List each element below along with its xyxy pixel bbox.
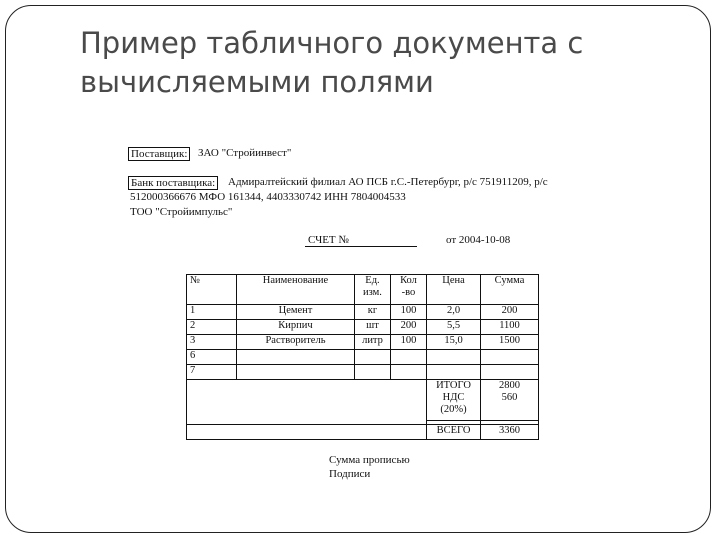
header-name: Наименование bbox=[237, 275, 355, 305]
buyer-name: ТОО "Стройимпульс" bbox=[130, 206, 233, 218]
header-unit: Ед. изм. bbox=[355, 275, 391, 305]
row-name: Растворитель bbox=[237, 335, 355, 350]
row-qty bbox=[391, 350, 427, 365]
row-qty bbox=[391, 365, 427, 380]
grand-spacer bbox=[187, 425, 427, 440]
table-header-row bbox=[187, 275, 539, 305]
table-row bbox=[187, 365, 539, 380]
totals-row bbox=[187, 380, 539, 421]
invoice-number-label: СЧЕТ № bbox=[308, 234, 349, 246]
invoice-date: от 2004-10-08 bbox=[446, 234, 511, 246]
row-sum bbox=[481, 350, 539, 365]
total-label-text: ИТОГО bbox=[436, 380, 471, 391]
row-price: 5,5 bbox=[427, 320, 481, 335]
row-qty: 100 bbox=[391, 335, 427, 350]
row-sum bbox=[481, 365, 539, 380]
invoice-number-field bbox=[305, 233, 417, 247]
header-sum: Сумма bbox=[481, 275, 539, 305]
row-price bbox=[427, 350, 481, 365]
row-unit: шт bbox=[355, 320, 391, 335]
row-name bbox=[237, 350, 355, 365]
total-value bbox=[481, 380, 539, 421]
row-sum: 1100 bbox=[481, 320, 539, 335]
totals-spacer bbox=[187, 380, 427, 425]
header-qty: Кол -во bbox=[391, 275, 427, 305]
row-num: 1 bbox=[187, 305, 237, 320]
grand-total-label: ВСЕГО bbox=[427, 425, 481, 440]
row-num: 3 bbox=[187, 335, 237, 350]
row-num: 6 bbox=[187, 350, 237, 365]
row-name: Цемент bbox=[237, 305, 355, 320]
table-row bbox=[187, 335, 539, 350]
row-name bbox=[237, 365, 355, 380]
table-row bbox=[187, 350, 539, 365]
header-price: Цена bbox=[427, 275, 481, 305]
row-name: Кирпич bbox=[237, 320, 355, 335]
total-value-text: 2800 bbox=[499, 380, 520, 391]
row-num: 7 bbox=[187, 365, 237, 380]
supplier-label: Поставщик: bbox=[128, 147, 190, 161]
total-label bbox=[427, 380, 481, 421]
table-row bbox=[187, 320, 539, 335]
row-unit: литр bbox=[355, 335, 391, 350]
row-price bbox=[427, 365, 481, 380]
row-price: 15,0 bbox=[427, 335, 481, 350]
invoice-table bbox=[186, 274, 539, 440]
sum-in-words-label: Сумма прописью bbox=[329, 454, 410, 466]
bank-line-2: 512000366676 МФО 161344, 4403330742 ИНН 7804004533 bbox=[130, 191, 406, 203]
table-row bbox=[187, 305, 539, 320]
row-sum: 1500 bbox=[481, 335, 539, 350]
bank-line-1: Адмиралтейский филиал АО ПСБ г.С.-Петербург, р/с 751911209, р/с bbox=[228, 176, 548, 188]
row-sum: 200 bbox=[481, 305, 539, 320]
supplier-value: ЗАО "Стройинвест" bbox=[198, 147, 292, 159]
row-unit bbox=[355, 365, 391, 380]
row-price: 2,0 bbox=[427, 305, 481, 320]
grand-total-value: 3360 bbox=[481, 425, 539, 440]
signature-label: Подписи bbox=[329, 468, 371, 480]
row-unit: кг bbox=[355, 305, 391, 320]
header-num: № bbox=[187, 275, 237, 305]
row-num: 2 bbox=[187, 320, 237, 335]
grand-total-row bbox=[187, 425, 539, 440]
slide-title: Пример табличного документа с вычисляемыми полями bbox=[80, 26, 584, 99]
row-unit bbox=[355, 350, 391, 365]
vat-label-text: НДС (20%) bbox=[440, 392, 467, 415]
bank-label: Банк поставщика: bbox=[128, 176, 218, 190]
vat-value-text: 560 bbox=[501, 392, 518, 403]
row-qty: 200 bbox=[391, 320, 427, 335]
row-qty: 100 bbox=[391, 305, 427, 320]
